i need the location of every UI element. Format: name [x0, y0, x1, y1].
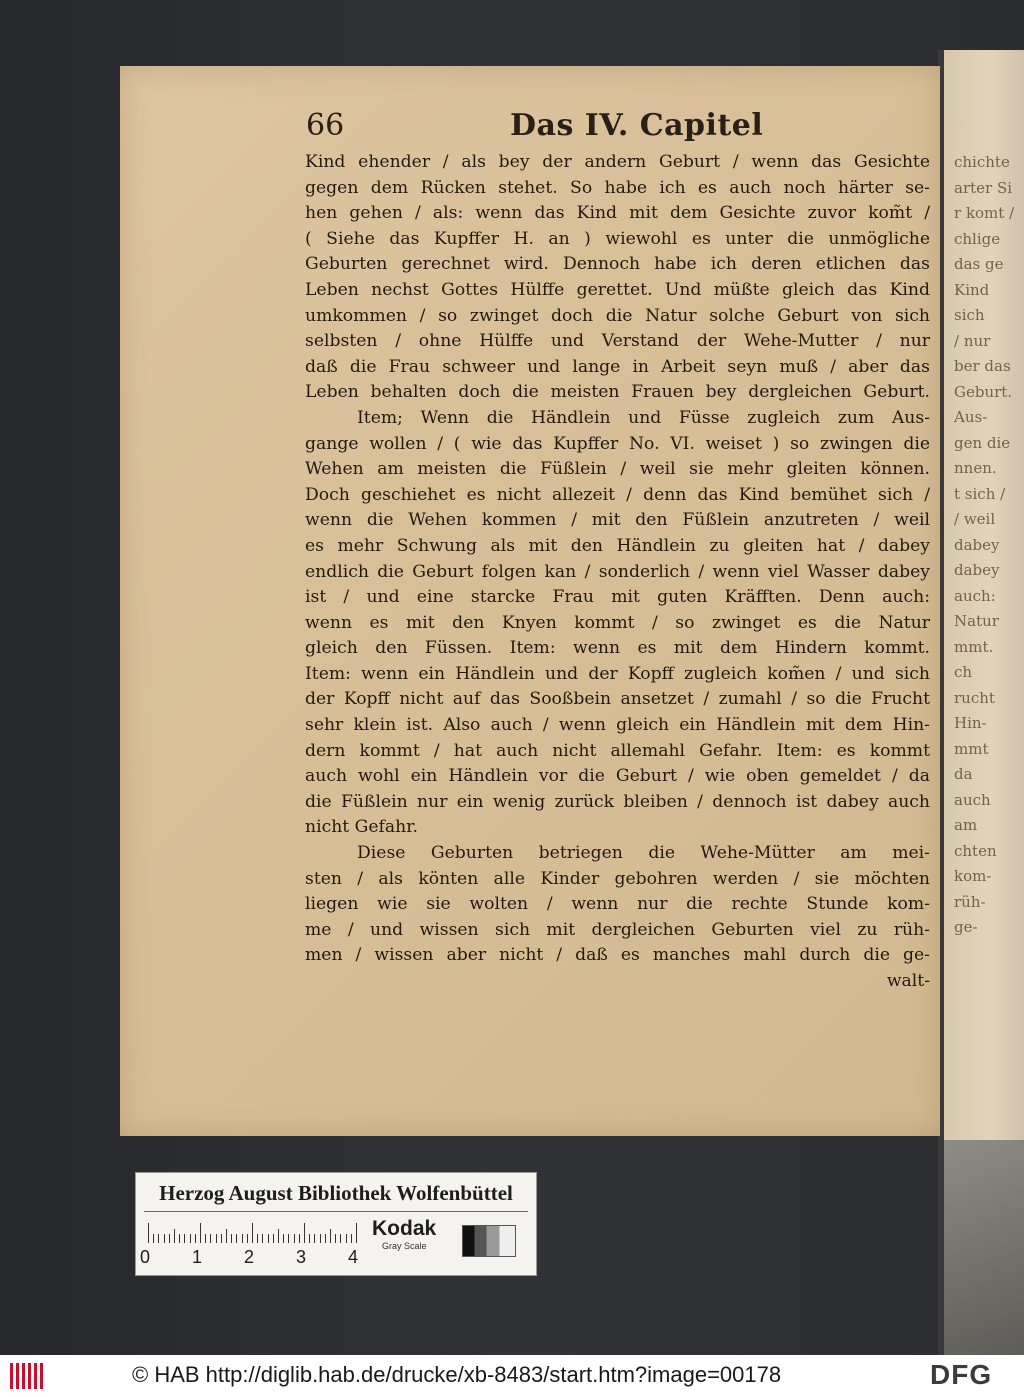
facing-text-line: das ge — [954, 255, 1004, 273]
text-line: Geburten gerechnet wird. Dennoch habe ich deren etlichen das — [305, 254, 930, 275]
ruler-tick — [216, 1234, 217, 1243]
facing-text-line: Kind — [954, 280, 990, 299]
facing-text-line: auch — [954, 790, 991, 809]
ruler-tick — [330, 1229, 331, 1243]
ruler-tick — [169, 1234, 170, 1243]
facing-page-shadow — [942, 1140, 1024, 1355]
facing-text-line: kom- — [954, 867, 992, 885]
institution-name: Herzog August Bibliothek Wolfenbüttel — [159, 1181, 513, 1205]
facing-text-line: mmt — [954, 739, 989, 758]
ruler-tick — [320, 1234, 321, 1243]
text-line: Leben nechst Gottes Hülffe gerettet. Und müßte gleich das Kind — [305, 279, 930, 300]
ruler-tick — [262, 1234, 263, 1243]
facing-text-line: Natur — [954, 612, 999, 630]
facing-text-line: ber das — [954, 357, 1011, 375]
text-line: sten / als könten alle Kinder gebohren werden / sie möchten — [305, 868, 930, 889]
ruler-tick — [226, 1229, 227, 1243]
text-line: Item: wenn ein Händlein und der Kopff zugleich kom̃en / und sich — [305, 663, 930, 684]
gray-scale-label: Gray Scale — [382, 1241, 427, 1251]
ruler-tick — [278, 1229, 279, 1243]
text-line: der Kopff nicht auf das Sooßbein ansetzet / zumahl / so die Frucht — [305, 689, 930, 710]
page-number: 66 — [306, 108, 345, 143]
facing-text-line: rüh- — [954, 892, 986, 911]
ruler-tick — [273, 1234, 274, 1243]
ruler-number: 0 — [140, 1247, 151, 1267]
text-line: dern kommt / hat auch nicht allemahl Gefahr. Item: es kommt — [305, 740, 930, 761]
facing-text-line: arter Si — [954, 178, 1013, 197]
ruler-tick — [221, 1234, 222, 1243]
ruler-number: 4 — [348, 1247, 359, 1267]
facing-text-line: da — [954, 765, 973, 783]
text-line: wenn die Wehen kommen / mit den Füßlein anzutreten / weil — [305, 510, 930, 531]
facing-text-line: chten — [954, 841, 997, 860]
text-line: Diese Geburten betriegen die Wehe-Mütter am mei- — [357, 843, 930, 864]
facing-text-line: Hin- — [954, 714, 987, 732]
ruler-tick — [304, 1223, 305, 1243]
ruler-tick — [356, 1223, 357, 1243]
text-line: daß die Frau schweer und lange in Arbeit seyn muß / aber das — [305, 356, 930, 377]
ruler-tick — [247, 1234, 248, 1243]
text-line: men / wissen aber nicht / daß es manches mahl durch die ge- — [305, 945, 930, 966]
dfg-logo: DFG — [930, 1359, 993, 1390]
text-line: die Füßlein nur ein wenig zurück bleiben / dennoch ist dabey auch — [305, 791, 930, 812]
ruler-tick — [268, 1234, 269, 1243]
ruler-tick — [153, 1234, 154, 1243]
ruler-tick — [190, 1234, 191, 1243]
facing-text-line: dabey — [954, 535, 1000, 554]
facing-text-line: chichte — [954, 153, 1010, 171]
text-line: gegen dem Rücken stehet. So habe ich es auch noch härter se- — [305, 177, 930, 198]
text-line: nicht Gefahr. — [305, 817, 419, 838]
ruler-ticks — [148, 1223, 358, 1243]
hab-logo-icon — [10, 1363, 44, 1389]
text-line: gange wollen / ( wie das Kupffer No. VI. weiset ) so zwingen die — [305, 433, 930, 454]
page-body-text — [305, 150, 930, 995]
text-line: ist / und eine starcke Frau mit guten Kräfften. Denn auch: — [305, 587, 930, 608]
kodak-logo: Kodak — [372, 1217, 437, 1240]
ruler-tick — [309, 1234, 310, 1243]
facing-text-line: am — [954, 816, 978, 834]
footer-url-link[interactable]: © HAB http://diglib.hab.de/drucke/xb-8483/start.htm?image=00178 — [132, 1362, 782, 1387]
footer-bar — [0, 1355, 1024, 1397]
text-line: gleich den Füssen. Item: wenn es mit dem Hindern kommt. — [305, 638, 930, 659]
text-line: umkommen / so zwinget doch die Natur solche Geburt von sich — [305, 305, 930, 326]
ruler-tick — [184, 1234, 185, 1243]
facing-text-line: / nur — [954, 331, 991, 350]
text-line: selbsten / ohne Hülffe und Verstand der Wehe-Mutter / nur — [305, 331, 930, 352]
ruler-tick — [325, 1234, 326, 1243]
facing-text-line: sich — [954, 306, 985, 324]
ruler-tick — [195, 1234, 196, 1243]
running-head — [300, 108, 940, 150]
ruler-tick — [164, 1234, 165, 1243]
color-target-card — [136, 1173, 536, 1275]
ruler-number: 3 — [296, 1247, 307, 1267]
facing-text-line: auch: — [954, 586, 996, 605]
card-divider — [144, 1211, 528, 1212]
text-line: Doch geschiehet es nicht allezeit / denn das Kind bemühet sich / — [305, 484, 930, 505]
facing-text-line: gen die — [954, 433, 1011, 452]
ruler-numbers — [140, 1247, 370, 1269]
text-line: Leben behalten doch die meisten Frauen bey dergleichen Geburt. — [305, 382, 930, 403]
facing-text-line: rucht — [954, 688, 995, 707]
facing-text-line: Geburt. — [954, 382, 1013, 401]
ruler-tick — [236, 1234, 237, 1243]
ruler-tick — [294, 1234, 295, 1243]
ruler-tick — [252, 1223, 253, 1243]
facing-page-text — [942, 150, 1014, 941]
ruler-number: 1 — [192, 1247, 203, 1267]
facing-text-line: r komt / — [954, 204, 1015, 222]
ruler-tick — [283, 1234, 284, 1243]
gray-scale-patch — [462, 1225, 516, 1257]
text-line: Kind ehender / als bey der andern Geburt / wenn das Gesichte — [305, 152, 930, 172]
facing-text-line: chlige — [954, 229, 1001, 248]
text-line: es mehr Schwung als mit den Händlein zu gleiten hat / dabey — [305, 535, 930, 556]
text-line: hen gehen / als: wenn das Kind mit dem Gesichte zuvor kom̃t / — [305, 203, 930, 224]
facing-text-line: nnen. — [954, 459, 997, 477]
text-line: endlich die Geburt folgen kan / sonderlich / wenn viel Wasser dabey — [305, 561, 930, 582]
facing-text-line: Aus- — [954, 408, 988, 426]
facing-text-line: dabey — [954, 561, 1000, 579]
ruler-number: 2 — [244, 1247, 255, 1267]
ruler-tick — [200, 1223, 201, 1243]
ruler-tick — [340, 1234, 341, 1243]
ruler-tick — [231, 1234, 232, 1243]
chapter-title: Das IV. Capitel — [510, 108, 764, 143]
text-line: liegen wie sie wolten / wenn nur die rechte Stunde kom- — [305, 894, 930, 915]
ruler-tick — [205, 1234, 206, 1243]
ruler-tick — [257, 1234, 258, 1243]
text-line: auch wohl ein Händlein vor die Geburt / wie oben gemeldet / da — [305, 766, 930, 787]
ruler-tick — [158, 1234, 159, 1243]
ruler-tick — [148, 1223, 149, 1243]
text-line: ( Siehe das Kupffer H. an ) wiewohl es unter die unmögliche — [305, 228, 930, 249]
ruler-tick — [346, 1234, 347, 1243]
ruler-tick — [242, 1234, 243, 1243]
facing-text-line: ge- — [954, 918, 978, 936]
facing-text-line: t sich / — [954, 484, 1006, 503]
ruler-tick — [335, 1234, 336, 1243]
facing-text-line: ch — [954, 663, 973, 681]
text-line: me / und wissen sich mit dergleichen Geburten viel zu rüh- — [305, 919, 930, 940]
facing-text-line: / weil — [954, 510, 996, 528]
ruler-tick — [210, 1234, 211, 1243]
text-line: Wehen am meisten die Füßlein / weil sie mehr gleiten können. — [305, 459, 930, 480]
ruler-tick — [314, 1234, 315, 1243]
ruler-tick — [299, 1234, 300, 1243]
text-line: Item; Wenn die Händlein und Füsse zugleich zum Aus- — [357, 407, 930, 428]
text-line: wenn es mit den Knyen kommt / so zwinget es die Natur — [305, 612, 930, 633]
ruler-tick — [288, 1234, 289, 1243]
ruler-tick — [174, 1229, 175, 1243]
ruler-tick — [351, 1234, 352, 1243]
text-line: walt- — [886, 971, 930, 991]
text-line: sehr klein ist. Also auch / wenn gleich ein Händlein mit dem Hin- — [305, 715, 930, 736]
facing-text-line: mmt. — [954, 637, 994, 656]
ruler-tick — [179, 1234, 180, 1243]
